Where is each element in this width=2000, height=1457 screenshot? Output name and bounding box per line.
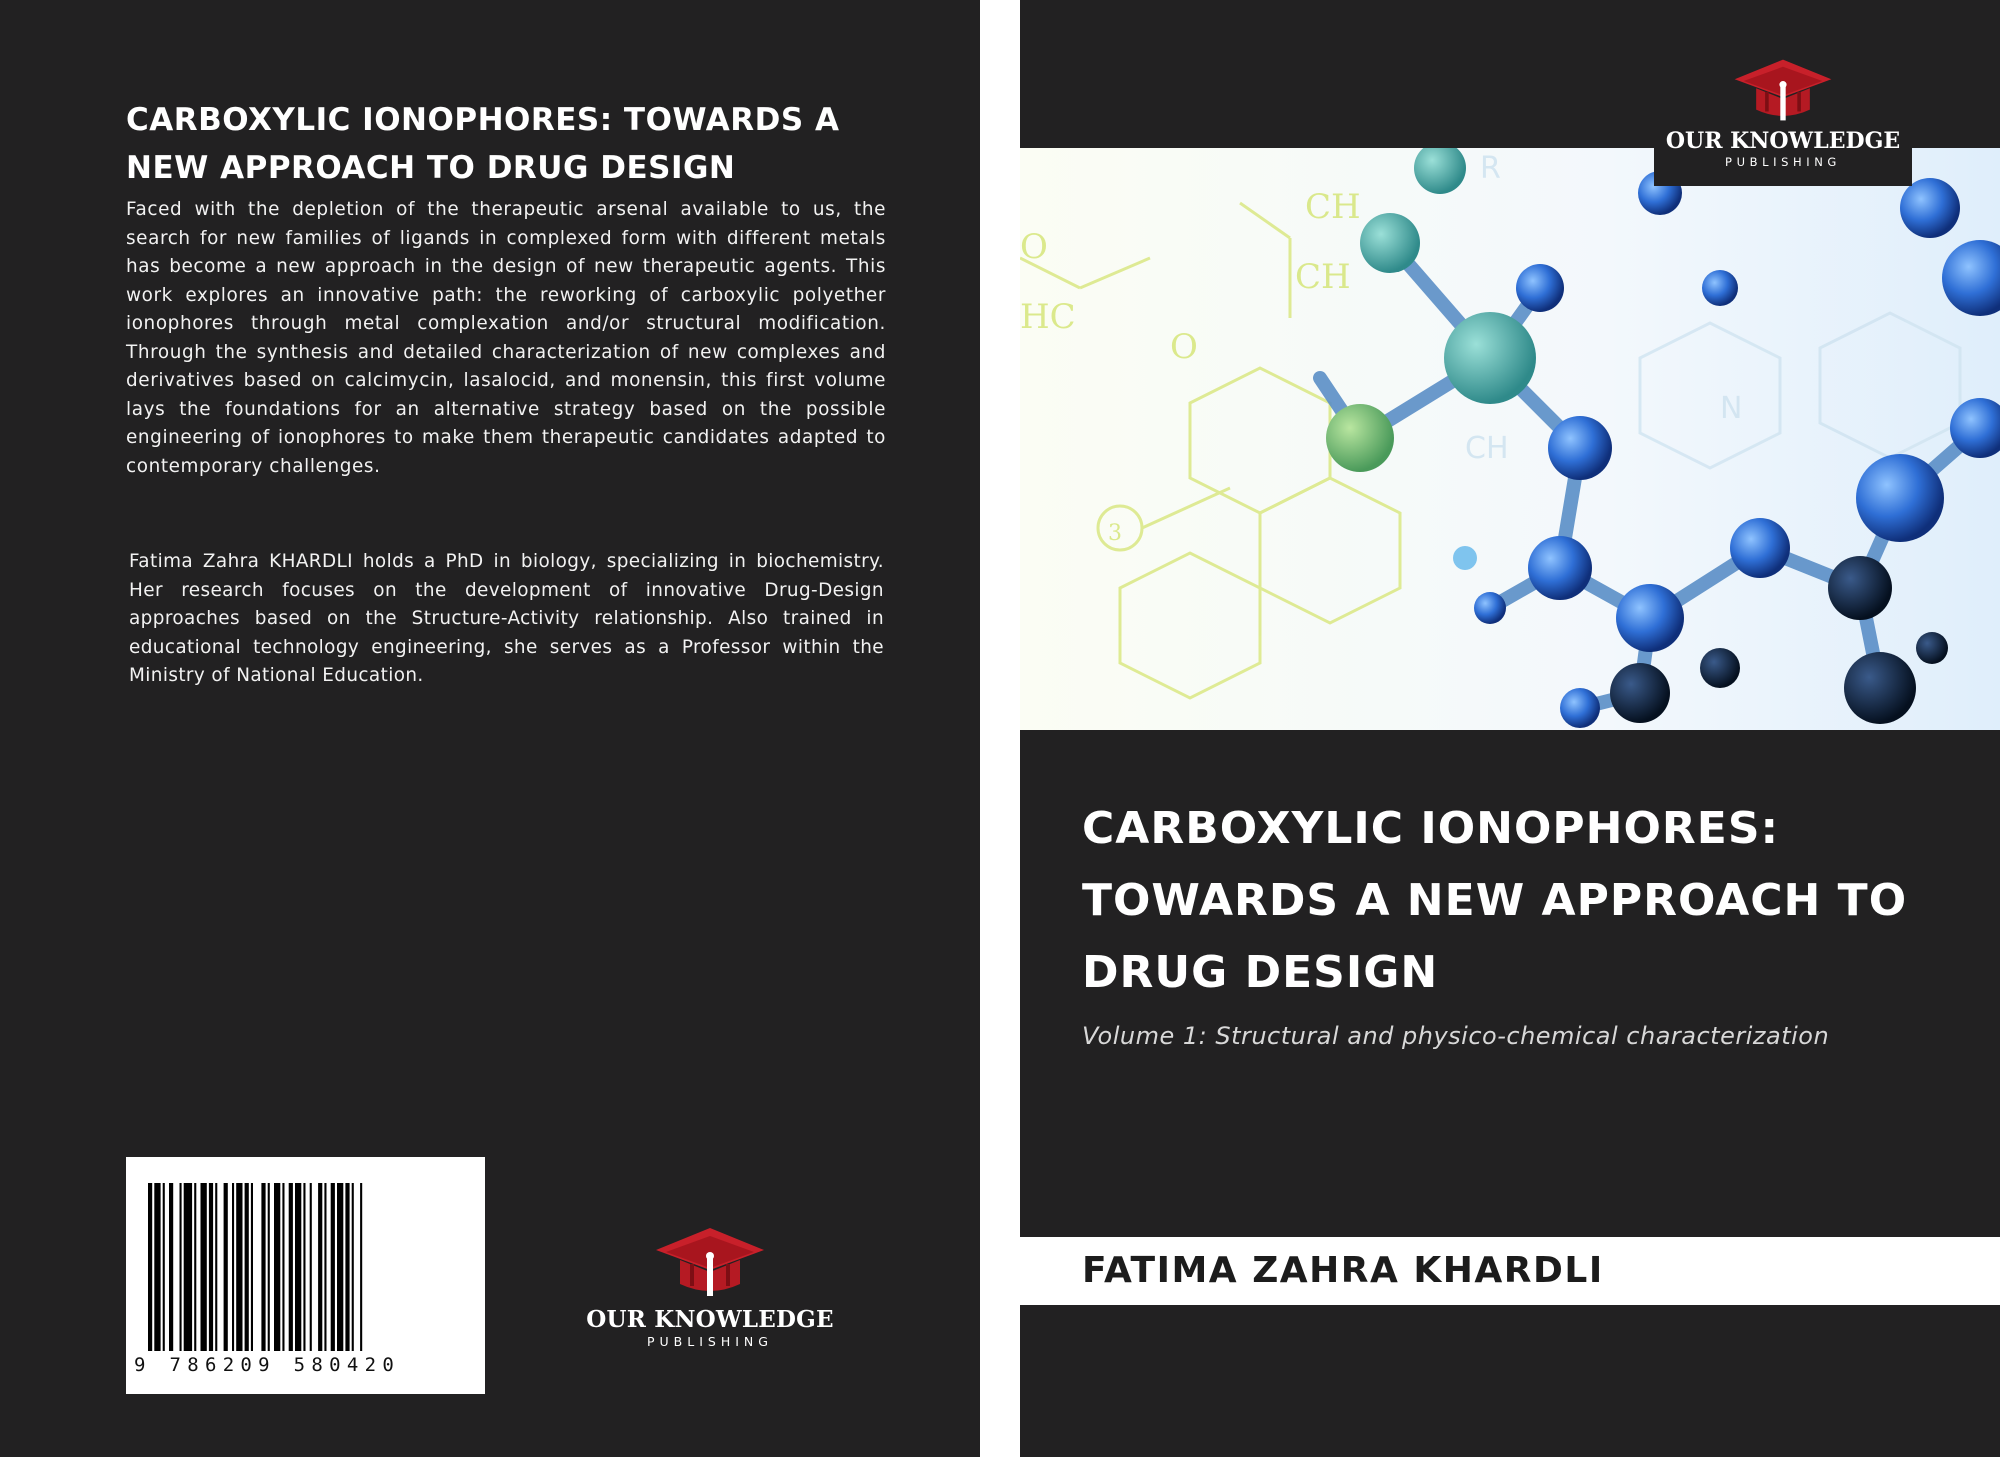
- spine-gap: [980, 0, 1020, 1457]
- svg-text:CH: CH: [1465, 431, 1509, 466]
- graduation-cap-icon: [650, 1224, 770, 1300]
- svg-text:CH: CH: [1305, 187, 1361, 227]
- back-publisher-logo: [585, 1224, 835, 1349]
- svg-text:CH: CH: [1295, 257, 1351, 297]
- back-cover-blurb: Faced with the depletion of the therapeutic arsenal available to us, the search for new families of ligands in complexed form with different metals has become a new approach in the design of new therapeutic agents. This work explores an innovative path: the reworking of carboxylic polyether ionophores through metal complexation and/or structural modification. Through the synthesis and detailed characterization of new complexes and derivatives based on calcimycin, lasalocid, and monensin, this first volume lays the foundations for an alternative strategy based on the possible engineering of ionophores to make them therapeutic candidates adapted to contemporary challenges.: [126, 199, 886, 477]
- svg-text:O: O: [1170, 327, 1198, 367]
- publisher-name: OUR KNOWLEDGE: [1665, 128, 1901, 154]
- author-bio: Fatima Zahra KHARDLI holds a PhD in biology, specializing in biochemistry. Her research focuses on the development of innovative Drug-Design approaches based on the Structure-Activity relationship. Also trained in educational technology engineering, she serves as a Professor within the Ministry of National Education.: [129, 551, 884, 686]
- graduation-cap-icon: [1727, 56, 1839, 124]
- molecule-illustration: [1020, 148, 2000, 730]
- publisher-name: OUR KNOWLEDGE: [586, 1306, 834, 1333]
- svg-text:N: N: [1720, 391, 1743, 426]
- front-cover-subtitle: Volume 1: Structural and physico-chemical characterization: [1082, 1022, 1830, 1050]
- back-cover-title: CARBOXYLIC IONOPHORES: TOWARDS A NEW APPROACH TO DRUG DESIGN: [126, 102, 840, 186]
- svg-text:O: O: [1020, 227, 1048, 267]
- publisher-sub: PUBLISHING: [1725, 155, 1841, 169]
- svg-text:HC: HC: [1020, 297, 1076, 337]
- isbn-digits: 9 786209 580420: [134, 1354, 401, 1376]
- svg-text:R: R: [1480, 151, 1501, 186]
- isbn-barcode: [126, 1157, 485, 1394]
- front-cover-title: CARBOXYLIC IONOPHORES: TOWARDS A NEW APPROACH TO DRUG DESIGN: [1082, 803, 1908, 998]
- front-publisher-logo: [1654, 56, 1912, 169]
- publisher-sub: PUBLISHING: [647, 1334, 773, 1349]
- svg-text:3: 3: [1108, 521, 1122, 546]
- molecule-graphic: [1020, 148, 2000, 730]
- author-name: FATIMA ZAHRA KHARDLI: [1082, 1250, 1604, 1291]
